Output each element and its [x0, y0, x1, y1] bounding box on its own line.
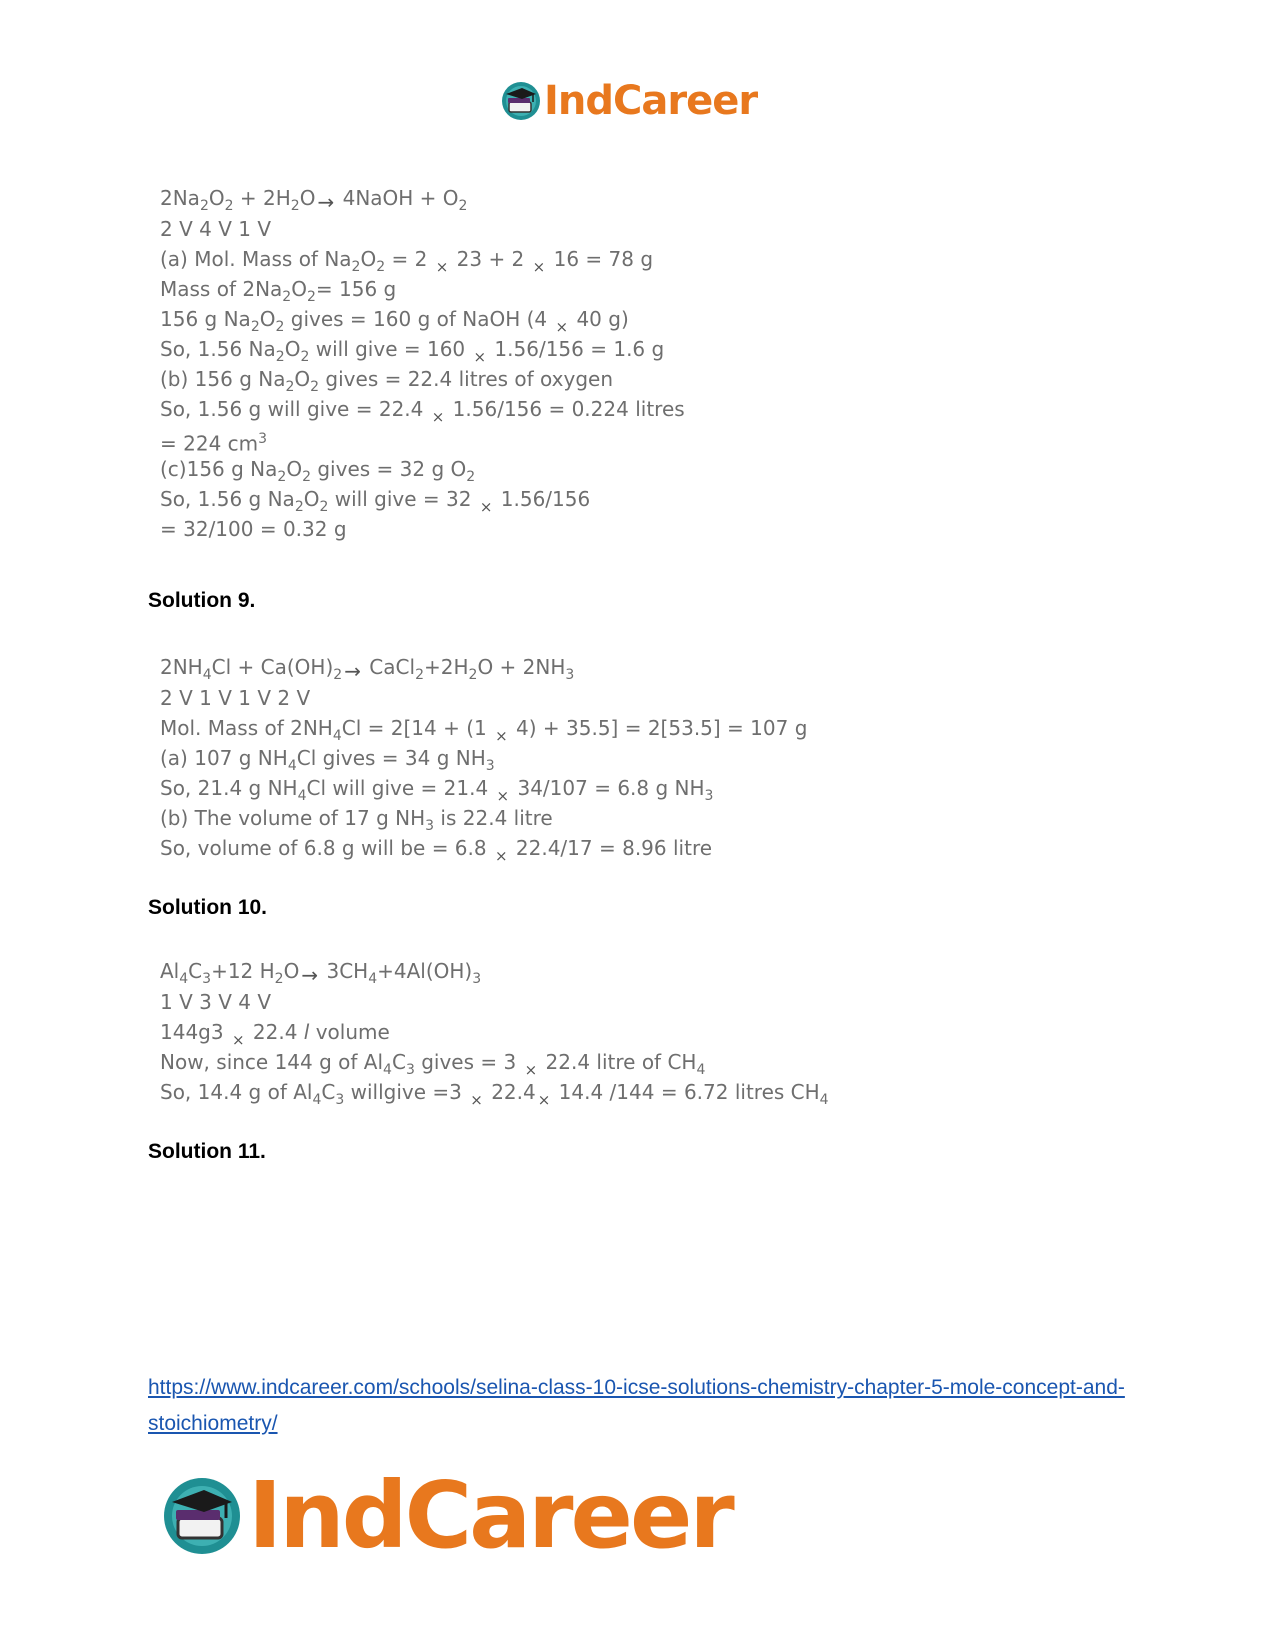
brand-name: IndCareer: [248, 1462, 732, 1569]
solution-heading: Solution 9.: [148, 589, 256, 612]
text-line: 1 V 3 V 4 V: [160, 990, 272, 1014]
text-line: So, 1.56 g will give = 22.4 $_\times$ 1.56/156 = 0.224 litres: [160, 397, 685, 426]
equation-line: $2NH_4Cl + Ca(OH)_2$ → $CaCl_2+2H_2O + 2NH_3$: [160, 655, 575, 683]
multiply-icon: ×: [479, 498, 493, 516]
multiply-icon: ×: [435, 258, 449, 276]
multiply-icon: ×: [431, 408, 445, 426]
multiply-icon: ×: [524, 1061, 538, 1079]
multiply-icon: ×: [231, 1031, 245, 1049]
text-line: (a) Mol. Mass of $Na_2O_2 = 2$ $_\times$ 23 + 2 $_\times$ 16 = 78 g: [160, 247, 654, 276]
header-logo: [500, 78, 757, 124]
arrow-icon: →: [344, 659, 361, 683]
solution-heading: Solution 10.: [148, 896, 268, 919]
text-line: = 32/100 = 0.32 g: [160, 517, 347, 541]
text-line: 2 V 1 V 1 V 2 V: [160, 686, 311, 710]
arrow-icon: →: [317, 190, 335, 214]
graduation-globe-icon: [160, 1474, 244, 1558]
text-line: 156 g $Na_2O_2$ gives = 160 g of NaOH (4 $_\times$ 40 g): [160, 307, 629, 336]
graduation-globe-icon: [500, 80, 542, 122]
text-line: Mass of $2Na_2O_2= 156$ g: [160, 277, 397, 305]
text-line: So, 1.56 g $Na_2O_2$ will give = 32 $_\times$ 1.56/156: [160, 487, 591, 516]
footer-logo: [160, 1462, 732, 1569]
multiply-icon: ×: [473, 348, 487, 366]
multiply-icon: ×: [496, 787, 510, 805]
text-line: 2 V 4 V 1 V: [160, 217, 272, 241]
text-line: Mol. Mass of $2NH_4Cl = 2[14 + (1$ $_\times$ 4) + 35.5] = 2[53.5] = 107 g: [160, 716, 808, 745]
equation-line: $2Na_2O_2 + 2H_2O$ → 4NaOH + $O_2$: [160, 186, 468, 214]
text-line: (b) 156 g $Na_2O_2$ gives = 22.4 litres of oxygen: [160, 367, 614, 395]
text-line: (c)156 g $Na_2O_2$ gives = 32 g $O_2$: [160, 457, 476, 485]
text-line: 144g3 $_\times$ 22.4 l volume: [160, 1020, 390, 1049]
multiply-icon: ×: [470, 1091, 483, 1109]
solution-8-working: [160, 182, 685, 544]
equation-line: $Al_4C_3+12$ $H_2O \to 3CH_4+4Al(OH)_3$: [160, 959, 482, 987]
arrow-icon: →: [301, 963, 319, 987]
multiply-icon: ×: [537, 1091, 551, 1109]
brand-name: IndCareer: [544, 78, 758, 124]
text-line: So, 21.4 g $NH_4Cl$ will give = 21.4 $_\times$ 34/107 = 6.8 g $NH_3$: [160, 776, 714, 805]
text-line: (a) 107 g $NH_4Cl$ gives = 34 g $NH_3$: [160, 746, 495, 774]
solution-9-working: [160, 651, 807, 863]
text-line: (b) The volume of 17 g $NH_3$ is 22.4 litre: [160, 806, 553, 834]
multiply-icon: ×: [494, 847, 508, 865]
solution-10-working: [160, 955, 829, 1107]
multiply-icon: ×: [532, 258, 546, 276]
text-line: So, 1.56 $Na_2O_2$ will give = 160 $_\times$ 1.56/156 = 1.6 g: [160, 337, 665, 366]
multiply-icon: ×: [555, 318, 569, 336]
source-link[interactable]: https://www.indcareer.com/schools/selina-class-10-icse-solutions-chemistry-chapter-5-mole-concept-and-stoichiometry/: [148, 1376, 1125, 1435]
text-line: So, volume of 6.8 g will be = 6.8 $_\times$ 22.4/17 = 8.96 litre: [160, 836, 713, 865]
text-line: So, 14.4 g of $Al_4C_3$ willgive =3 $_\times$ 22.4 $_\times$ 14.4 /144 = 6.72 litres $CH_4$: [160, 1080, 829, 1109]
solution-heading: Solution 11.: [148, 1140, 266, 1163]
multiply-icon: ×: [495, 727, 508, 745]
text-line: Now, since 144 g of $Al_4C_3$ gives = 3 $_\times$ 22.4 litre of $CH_4$: [160, 1050, 706, 1079]
text-line: = 224 $cm^3$: [160, 431, 268, 456]
